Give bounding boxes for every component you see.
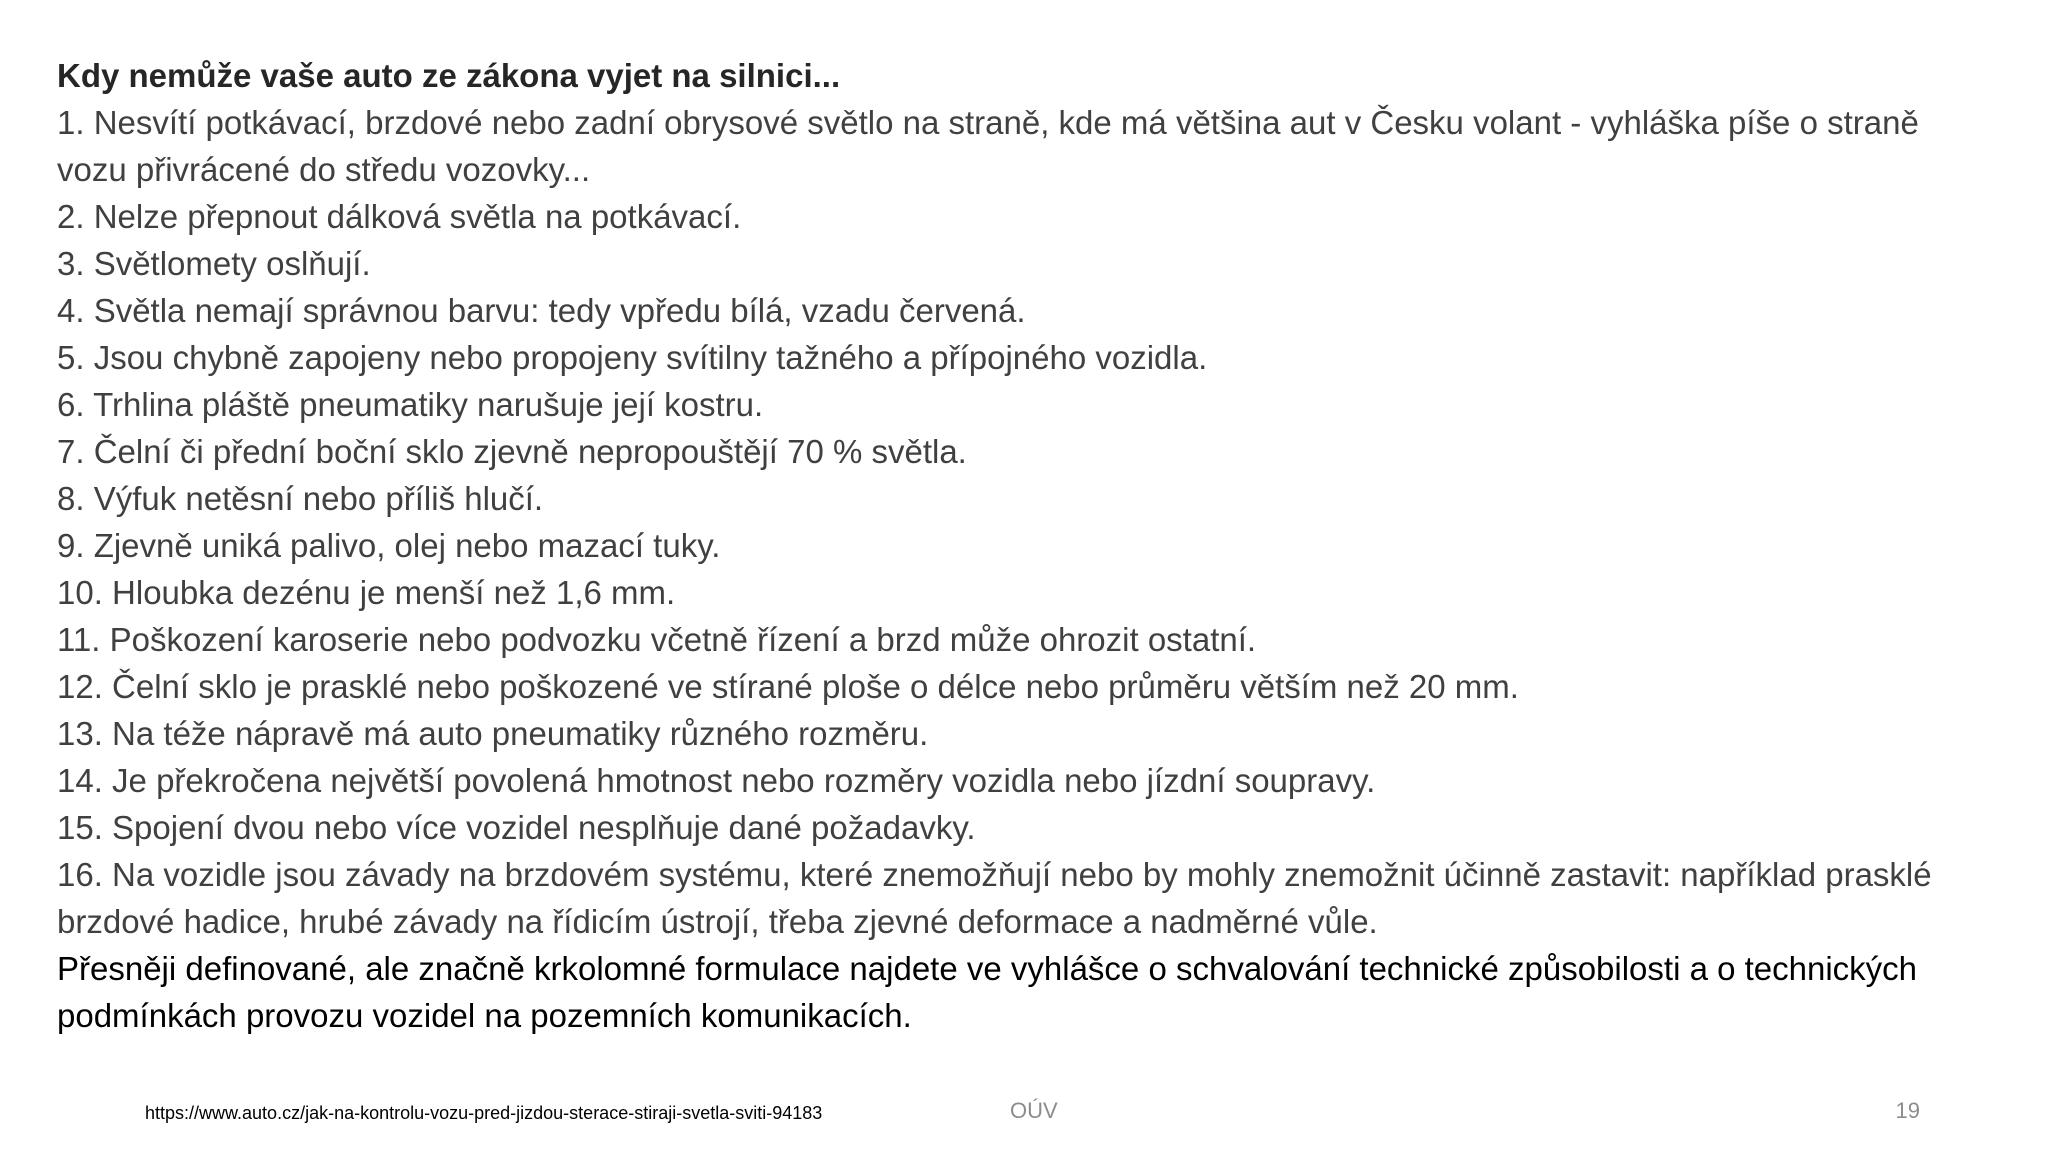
list-item-9: 9. Zjevně uniká palivo, olej nebo mazací tuky.: [57, 527, 721, 564]
list-item-11: 11. Poškození karoserie nebo podvozku včetně řízení a brzd může ohrozit ostatní.: [57, 621, 1257, 658]
list-item-14: 14. Je překročena největší povolená hmotnost nebo rozměry vozidla nebo jízdní soupravy.: [57, 762, 1376, 799]
list-item-3: 3. Světlomety oslňují.: [57, 245, 371, 282]
slide-heading: Kdy nemůže vaše auto ze zákona vyjet na silnici...: [57, 57, 841, 94]
slide-content: [57, 52, 1997, 1039]
list-item-8: 8. Výfuk netěsní nebo příliš hlučí.: [57, 480, 544, 517]
closing-note: Přesněji definované, ale značně krkolomné formulace najdete ve vyhlášce o schvalování technické způsobilosti a o technických podmínkách provozu vozidel na pozemních komunikacích.: [57, 950, 1918, 1034]
page-number: 19: [1895, 1098, 1920, 1123]
list-item-1: 1. Nesvítí potkávací, brzdové nebo zadní obrysové světlo na straně, kde má většina aut v Česku volant - vyhláška píše o straně vozu přivrácené do středu vozovky...: [57, 104, 1919, 188]
list-item-15: 15. Spojení dvou nebo více vozidel nesplňuje dané požadavky.: [57, 809, 976, 846]
list-item-16: 16. Na vozidle jsou závady na brzdovém systému, které znemožňují nebo by mohly znemožnit účinně zastavit: například prasklé brzdové hadice, hrubé závady na řídicím ústrojí, třeba zjevné deformace a nadměrné vůle.: [57, 856, 1932, 940]
list-item-5: 5. Jsou chybně zapojeny nebo propojeny svítilny tažného a přípojného vozidla.: [57, 339, 1208, 376]
list-item-10: 10. Hloubka dezénu je menší než 1,6 mm.: [57, 574, 676, 611]
list-item-13: 13. Na téže nápravě má auto pneumatiky různého rozměru.: [57, 715, 929, 752]
source-url: https://www.auto.cz/jak-na-kontrolu-vozu-pred-jizdou-sterace-stiraji-svetla-sviti-94183: [145, 1103, 823, 1123]
list-item-6: 6. Trhlina pláště pneumatiky narušuje její kostru.: [57, 386, 764, 423]
footer-label: OÚV: [1010, 1098, 1058, 1123]
list-item-12: 12. Čelní sklo je prasklé nebo poškozené ve stírané ploše o délce nebo průměru větším než 20 mm.: [57, 668, 1519, 705]
list-item-7: 7. Čelní či přední boční sklo zjevně nepropouštějí 70 % světla.: [57, 433, 967, 470]
list-item-2: 2. Nelze přepnout dálková světla na potkávací.: [57, 198, 742, 235]
list-item-4: 4. Světla nemají správnou barvu: tedy vpředu bílá, vzadu červená.: [57, 292, 1026, 329]
